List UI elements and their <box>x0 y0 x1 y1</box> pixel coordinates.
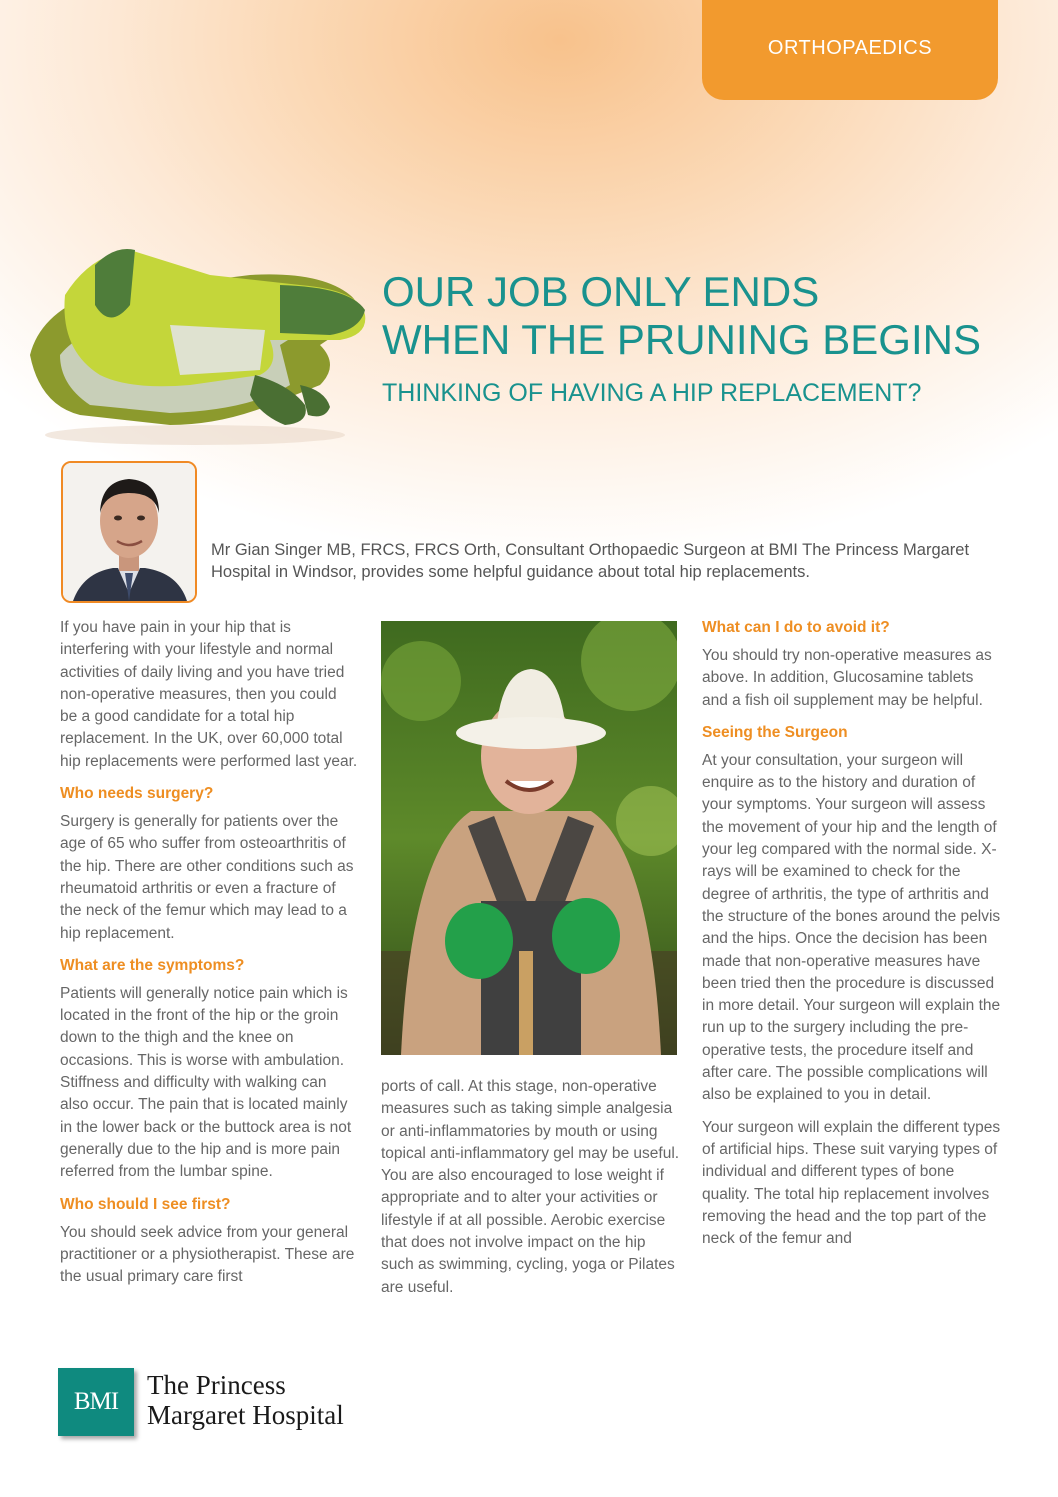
headline-line-1: OUR JOB ONLY ENDS <box>382 268 820 315</box>
bmi-logo-mark: BMI <box>58 1368 134 1436</box>
article-column-3 <box>702 617 1002 1260</box>
article-column-1 <box>60 617 358 1298</box>
gardener-photo <box>381 621 677 1055</box>
author-intro: Mr Gian Singer MB, FRCS, FRCS Orth, Consultant Orthopaedic Surgeon at BMI The Princess Margaret Hospital in Windsor, provides some helpful guidance about total hip replacements. <box>211 541 970 581</box>
paragraph: Your surgeon will explain the different types of artificial hips. These suit varying types of individual and different types of bone quality. The total hip replacement involves removing the head and the top part of the neck of the femur and <box>702 1118 1001 1248</box>
paragraph: You should seek advice from your general practitioner or a physiotherapist. These are the usual primary care first <box>60 1223 355 1286</box>
surgeon-portrait-image <box>63 463 195 601</box>
paragraph: You should try non-operative measures as above. In addition, Glucosamine tablets and a fish oil supplement may be helpful. <box>702 647 992 709</box>
headline <box>382 268 1032 364</box>
gardener-photo-image <box>381 621 677 1055</box>
hospital-name-line-2: Margaret Hospital <box>147 1400 344 1430</box>
paragraph: ports of call. At this stage, non-operative measures such as taking simple analgesia or anti-inflammatories by mouth or using topical anti-inflammatory gel may be useful. You are also encouraged to lose weight if appropriate and to alter your activities or lifestyle if at all possible. Aerobic exercise that does not involve impact on the hip such as swimming, cycling, yoga or Pilates are useful. <box>381 1078 680 1296</box>
subheadline: THINKING OF HAVING A HIP REPLACEMENT? <box>382 379 922 407</box>
paragraph: Patients will generally notice pain which is located in the front of the hip or the groin down to the thigh and the knee on occasions. This is worse with ambulation. Stiffness and difficulty with walking can also occur. The pain that is located mainly in the lower back or the buttock area is not generally due to the hip and is more pain referred from the lumbar spine. <box>60 984 352 1181</box>
section-heading-seeing-surgeon: Seeing the Surgeon <box>702 723 848 741</box>
paragraph: If you have pain in your hip that is interfering with your lifestyle and normal activities of daily living and you have tried non-operative measures, then you could be a good candidate for a total hip replacement. In the UK, over 60,000 total hip replacements were performed last year. <box>60 619 358 770</box>
gardening-gloves-image <box>20 235 375 450</box>
hospital-name <box>147 1370 344 1430</box>
surgeon-portrait <box>61 461 197 603</box>
section-heading-avoid: What can I do to avoid it? <box>702 619 890 636</box>
section-heading-symptoms: What are the symptoms? <box>60 956 245 974</box>
paragraph: At your consultation, your surgeon will enquire as to the history and duration of your symptoms. Your surgeon will assess the movement of your hip and the length of your leg compared with the normal side. X-rays will be examined to check for the degree of arthritis, the type of arthritis and the structure of the bones around the pelvis and the hips. Once the decision has been made that non-operative measures have been tried then the procedure is discussed in more detail. Your surgeon will explain the run up to the surgery including the pre-operative tests, the procedure itself and after care. The possible complications will also be explained to you in detail. <box>702 751 1001 1104</box>
section-tab: ORTHOPAEDICS <box>702 0 998 100</box>
paragraph: Surgery is generally for patients over the age of 65 who suffer from osteoarthritis of the hip. There are other conditions such as rheumatoid arthritis or even a fracture of the neck of the femur which may lead to a hip replacement. <box>60 813 354 942</box>
headline-line-2: WHEN THE PRUNING BEGINS <box>382 316 981 363</box>
section-heading-who-to-see: Who should I see first? <box>60 1195 231 1213</box>
section-heading-who-needs-surgery: Who needs surgery? <box>60 785 214 803</box>
article-column-2 <box>381 1076 681 1309</box>
hospital-name-line-1: The Princess <box>147 1370 286 1400</box>
